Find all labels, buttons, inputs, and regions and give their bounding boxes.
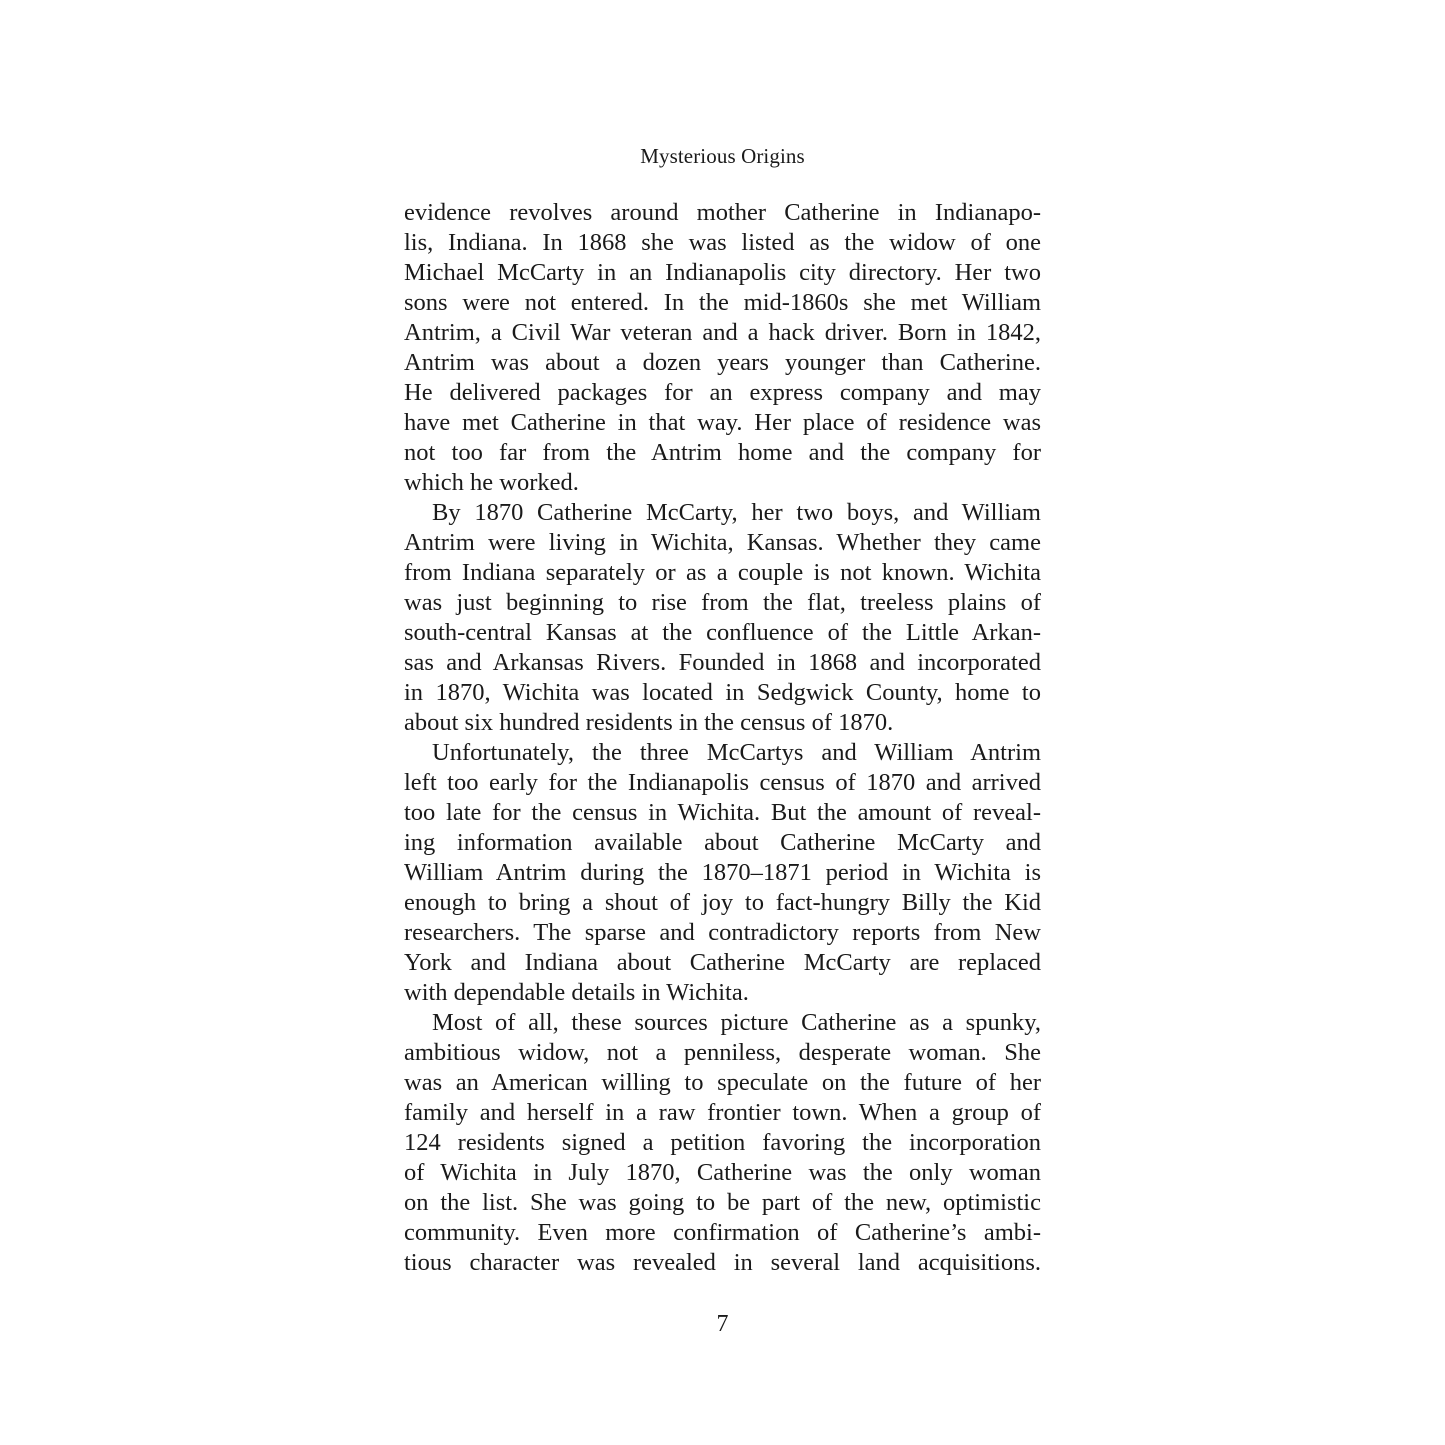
text-line: family and herself in a raw frontier town. When a group of	[404, 1099, 1041, 1126]
text-line: sas and Arkansas Rivers. Founded in 1868 and incorporated	[404, 649, 1041, 676]
text-line: community. Even more confirmation of Catherine’s ambi-	[404, 1219, 1041, 1246]
running-head: Mysterious Origins	[640, 144, 805, 168]
text-line: left too early for the Indianapolis census of 1870 and arrived	[404, 769, 1041, 796]
text-line: lis, Indiana. In 1868 she was listed as the widow of one	[404, 229, 1041, 256]
text-line: not too far from the Antrim home and the company for	[404, 439, 1041, 466]
text-line: from Indiana separately or as a couple is not known. Wichita	[404, 559, 1041, 586]
text-line: in 1870, Wichita was located in Sedgwick County, home to	[404, 679, 1041, 706]
text-line: evidence revolves around mother Catherine in Indianapo-	[404, 199, 1041, 226]
text-line: enough to bring a shout of joy to fact-hungry Billy the Kid	[404, 889, 1041, 916]
text-line: have met Catherine in that way. Her place of residence was	[404, 409, 1041, 436]
paragraph-end-line: about six hundred residents in the census of 1870.	[404, 709, 894, 736]
text-line: south-central Kansas at the confluence of the Little Arkan-	[404, 619, 1041, 646]
text-line: was just beginning to rise from the flat, treeless plains of	[404, 589, 1041, 616]
text-line: on the list. She was going to be part of the new, optimistic	[404, 1189, 1041, 1216]
text-line: was an American willing to speculate on the future of her	[404, 1069, 1041, 1096]
text-line: Antrim was about a dozen years younger than Catherine.	[404, 349, 1041, 376]
paragraph-first-line: Most of all, these sources picture Catherine as a spunky,	[432, 1009, 1041, 1036]
text-line: He delivered packages for an express company and may	[404, 379, 1041, 406]
text-line: 124 residents signed a petition favoring the incorporation	[404, 1129, 1041, 1156]
paragraph-end-line: which he worked.	[404, 469, 579, 496]
text-line: of Wichita in July 1870, Catherine was the only woman	[404, 1159, 1041, 1186]
paragraph-end-line: with dependable details in Wichita.	[404, 979, 749, 1006]
text-line: too late for the census in Wichita. But the amount of reveal-	[404, 799, 1041, 826]
text-line: Antrim, a Civil War veteran and a hack driver. Born in 1842,	[404, 319, 1041, 346]
text-line: York and Indiana about Catherine McCarty are replaced	[404, 949, 1041, 976]
page-number: 7	[716, 1311, 729, 1337]
text-line: ambitious widow, not a penniless, desperate woman. She	[404, 1039, 1041, 1066]
text-line: ing information available about Catherine McCarty and	[404, 829, 1041, 856]
text-line: William Antrim during the 1870–1871 period in Wichita is	[404, 859, 1041, 886]
text-line: Antrim were living in Wichita, Kansas. Whether they came	[404, 529, 1041, 556]
text-line: sons were not entered. In the mid-1860s she met William	[404, 289, 1041, 316]
body-text	[404, 198, 1041, 1278]
paragraph-first-line: Unfortunately, the three McCartys and William Antrim	[432, 739, 1041, 766]
paragraph-first-line: By 1870 Catherine McCarty, her two boys, and William	[432, 499, 1041, 526]
text-line: researchers. The sparse and contradictory reports from New	[404, 919, 1041, 946]
text-line: Michael McCarty in an Indianapolis city directory. Her two	[404, 259, 1041, 286]
text-line: tious character was revealed in several land acquisitions.	[404, 1249, 1041, 1276]
